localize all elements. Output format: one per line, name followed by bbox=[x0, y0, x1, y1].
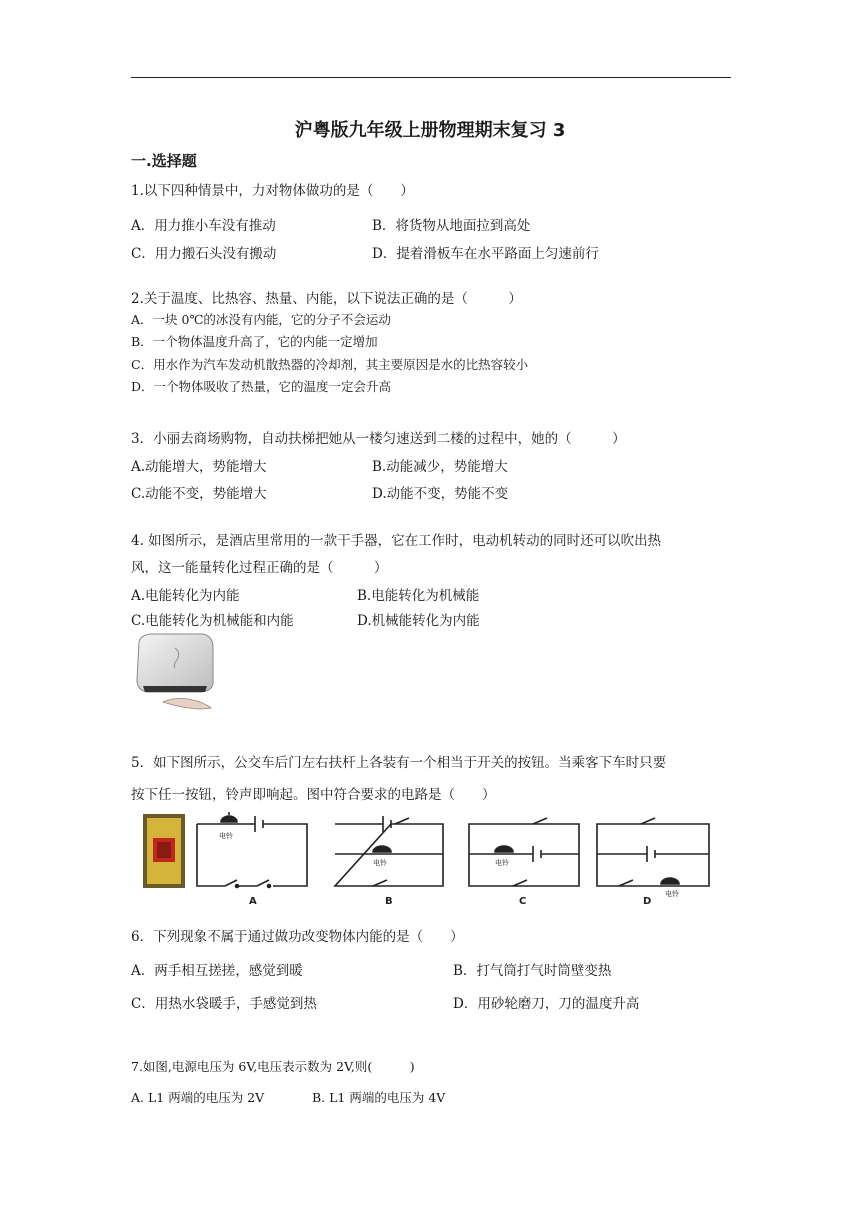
bus-button-photo bbox=[143, 814, 185, 888]
question-6-stem: 6．下列现象不属于通过做功改变物体内能的是（ ） bbox=[131, 929, 464, 945]
question-4-option-b: B.电能转化为机械能 bbox=[357, 588, 480, 604]
circuit-d-label: D bbox=[643, 896, 652, 907]
question-6-option-d: D．用砂轮磨刀，刀的温度升高 bbox=[453, 996, 640, 1012]
question-4-option-a: A.电能转化为内能 bbox=[131, 588, 240, 604]
question-6-option-c: C．用热水袋暖手，手感觉到热 bbox=[131, 996, 317, 1012]
question-1-option-d: D．提着滑板车在水平路面上匀速前行 bbox=[372, 246, 599, 262]
circuit-a-bell-label: 电铃 bbox=[219, 832, 233, 840]
circuit-c-label: C bbox=[519, 896, 527, 907]
question-2-stem: 2.关于温度、比热容、热量、内能，以下说法正确的是（ ） bbox=[131, 291, 522, 307]
question-2-option-a: A．一块 0℃的冰没有内能，它的分子不会运动 bbox=[131, 312, 391, 327]
circuit-c-bell-label: 电铃 bbox=[495, 859, 509, 867]
question-7-stem: 7.如图,电源电压为 6V,电压表示数为 2V,则( ) bbox=[131, 1059, 415, 1074]
question-4-stem-line-1: 4. 如图所示，是酒店里常用的一款干手器，它在工作时，电动机转动的同时还可以吹出热 bbox=[131, 533, 662, 549]
circuit-diagrams bbox=[133, 810, 731, 910]
question-2-option-d: D．一个物体吸收了热量，它的温度一定会升高 bbox=[131, 379, 392, 394]
question-3-option-a: A.动能增大，势能增大 bbox=[131, 459, 267, 475]
question-4-option-d: D.机械能转化为内能 bbox=[357, 613, 480, 629]
question-2-option-c: C．用水作为汽车发动机散热器的冷却剂，其主要原因是水的比热容较小 bbox=[131, 357, 529, 372]
question-1-option-c: C．用力搬石头没有搬动 bbox=[131, 246, 277, 262]
circuit-c bbox=[469, 818, 579, 886]
question-7-option-b: B. L1 两端的电压为 4V bbox=[312, 1090, 446, 1105]
question-1-option-a: A．用力推小车没有推动 bbox=[131, 218, 276, 234]
hand-dryer-image bbox=[133, 632, 217, 714]
question-1-option-b: B．将货物从地面拉到高处 bbox=[372, 218, 531, 234]
circuit-b-label: B bbox=[385, 896, 393, 907]
question-3-option-d: D.动能不变，势能不变 bbox=[372, 486, 509, 502]
circuit-d bbox=[597, 818, 709, 886]
circuit-b bbox=[335, 816, 443, 886]
circuit-a bbox=[197, 812, 307, 888]
header-rule bbox=[131, 77, 731, 78]
question-5-stem-line-2: 按下任一按钮，铃声即响起。图中符合要求的电路是（ ） bbox=[131, 787, 496, 803]
question-6-option-b: B．打气筒打气时筒壁变热 bbox=[453, 963, 612, 979]
question-3-option-c: C.动能不变，势能增大 bbox=[131, 486, 267, 502]
question-5-stem-line-1: 5．如下图所示，公交车后门左右扶杆上各装有一个相当于开关的按钮。当乘客下车时只要 bbox=[131, 755, 667, 771]
question-2-option-b: B．一个物体温度升高了，它的内能一定增加 bbox=[131, 334, 378, 349]
question-3-option-b: B.动能减少，势能增大 bbox=[372, 459, 508, 475]
question-1-stem: 1.以下四种情景中，力对物体做功的是（ ） bbox=[131, 183, 414, 199]
question-6-option-a: A．两手相互搓搓，感觉到暖 bbox=[131, 963, 303, 979]
circuit-b-bell-label: 电铃 bbox=[373, 859, 387, 867]
section-heading: 一.选择题 bbox=[131, 152, 197, 170]
page-title: 沪粤版九年级上册物理期末复习 3 bbox=[294, 120, 566, 141]
question-4-stem-line-2: 风，这一能量转化过程正确的是（ ） bbox=[131, 560, 388, 576]
question-4-option-c: C.电能转化为机械能和内能 bbox=[131, 613, 294, 629]
question-7-option-a: A. L1 两端的电压为 2V bbox=[131, 1090, 265, 1105]
question-3-stem: 3．小丽去商场购物，自动扶梯把她从一楼匀速送到二楼的过程中，她的（ ） bbox=[131, 431, 626, 447]
circuit-a-label: A bbox=[249, 896, 257, 907]
circuit-d-bell-label: 电铃 bbox=[665, 890, 679, 898]
